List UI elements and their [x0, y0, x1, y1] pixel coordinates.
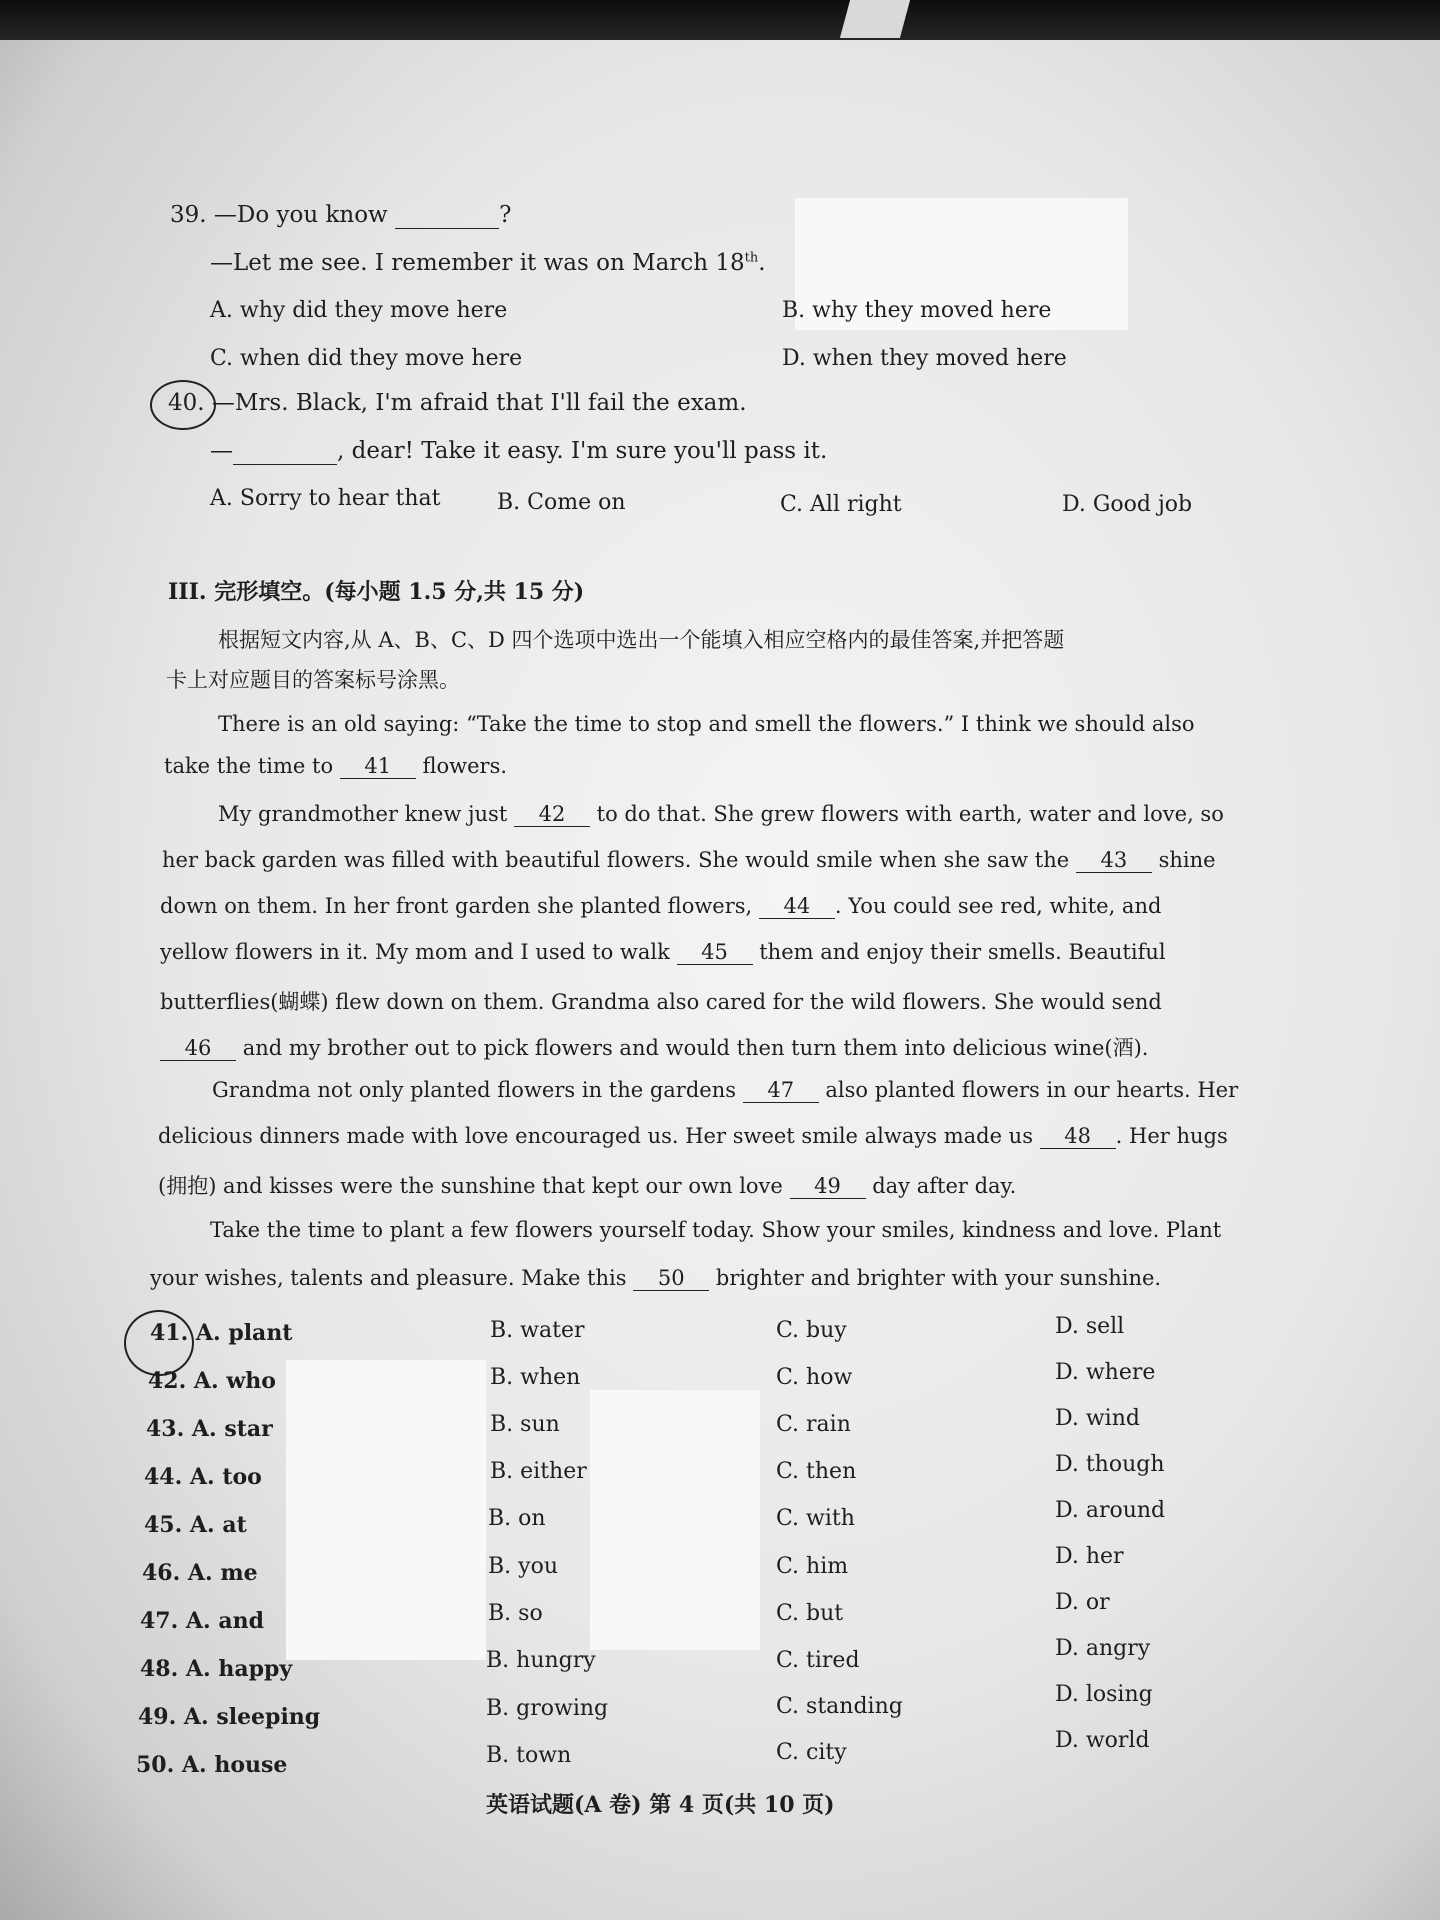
option-row-d: D. her — [1055, 1544, 1124, 1569]
photo-background-tab — [840, 0, 910, 38]
option-row-d: D. angry — [1055, 1636, 1151, 1661]
option-row-b: B. when — [490, 1365, 581, 1390]
passage-text: . You could see red, white, and — [834, 894, 1162, 918]
option-row-b: B. on — [488, 1506, 546, 1531]
section-3-instruction-line2: 卡上对应题目的答案标号涂黑。 — [166, 668, 460, 692]
passage-text: My grandmother knew just — [218, 802, 508, 826]
blank-45: 45 — [677, 940, 753, 965]
option-row-d: D. though — [1055, 1452, 1165, 1477]
question-39-option-d: D. when they moved here — [782, 346, 1067, 371]
response-dash: — — [210, 438, 233, 464]
passage-text: delicious dinners made with love encouraged us. Her sweet smile always made us — [158, 1124, 1033, 1148]
option-row-d: D. around — [1055, 1498, 1166, 1523]
question-40-option-b: B. Come on — [497, 490, 626, 515]
option-row-c: C. how — [776, 1365, 853, 1390]
passage-text: . Her hugs — [1115, 1124, 1228, 1148]
exam-page — [0, 40, 1440, 1920]
option-row-a: 50. A. house — [136, 1752, 288, 1778]
option-row-d: D. or — [1055, 1590, 1110, 1615]
response-text: , dear! Take it easy. I'm sure you'll pass it. — [337, 438, 828, 464]
blank-49: 49 — [790, 1174, 866, 1199]
answer-blank — [233, 438, 337, 465]
passage-line-2 — [164, 754, 507, 779]
option-row-a: 48. A. happy — [140, 1656, 293, 1682]
option-row-c: C. rain — [776, 1412, 851, 1437]
response-end: . — [758, 250, 766, 276]
question-text: ? — [499, 202, 512, 228]
passage-line-5 — [160, 894, 1161, 919]
question-40-stem — [168, 390, 747, 416]
blank-42: 42 — [514, 802, 590, 827]
blank-41: 41 — [340, 754, 416, 779]
passage-line-4 — [162, 848, 1216, 873]
passage-line-8 — [160, 1032, 1148, 1062]
blank-48: 48 — [1040, 1124, 1116, 1149]
question-39-option-c: C. when did they move here — [210, 346, 523, 371]
question-number: 40. — [168, 390, 205, 416]
option-row-c: C. with — [776, 1506, 855, 1531]
passage-text: day after day. — [872, 1174, 1017, 1198]
question-39-option-b: B. why they moved here — [782, 298, 1052, 323]
question-40-option-a: A. Sorry to hear that — [210, 486, 441, 511]
section-3-title: III. 完形填空。(每小题 1.5 分,共 15 分) — [168, 579, 585, 605]
passage-line-10 — [158, 1124, 1228, 1149]
passage-text: (拥抱) and kisses were the sunshine that kept our own love — [158, 1174, 783, 1198]
passage-text: take the time to — [164, 754, 334, 778]
option-row-d: D. world — [1055, 1728, 1150, 1753]
option-row-b: B. town — [486, 1743, 572, 1768]
option-row-b: B. either — [490, 1459, 587, 1484]
question-39-option-a: A. why did they move here — [210, 298, 508, 323]
option-row-a: 47. A. and — [140, 1608, 264, 1634]
option-row-c: C. him — [776, 1554, 849, 1579]
option-row-b: B. hungry — [486, 1648, 596, 1673]
question-text: —Mrs. Black, I'm afraid that I'll fail the exam. — [211, 390, 747, 416]
section-3-instruction-line1: 根据短文内容,从 A、B、C、D 四个选项中选出一个能填入相应空格内的最佳答案,并把答题 — [218, 628, 1065, 652]
page-footer: 英语试题(A 卷) 第 4 页(共 10 页) — [486, 1792, 835, 1818]
passage-text: Grandma not only planted flowers in the gardens — [212, 1078, 737, 1102]
passage-text: and my brother out to pick flowers and would then turn them into delicious wine(酒). — [242, 1036, 1149, 1060]
option-row-c: C. tired — [776, 1648, 860, 1673]
passage-text: to do that. She grew flowers with earth, water and love, so — [596, 802, 1224, 826]
option-row-b: B. sun — [490, 1412, 560, 1437]
option-row-a: 43. A. star — [146, 1416, 273, 1442]
superscript: th — [744, 250, 759, 266]
passage-text: them and enjoy their smells. Beautiful — [759, 940, 1166, 964]
question-40-response — [210, 438, 827, 465]
option-row-a: 45. A. at — [144, 1512, 247, 1538]
option-row-a: 41. A. plant — [150, 1320, 293, 1346]
redaction-box-center — [590, 1390, 760, 1650]
option-row-a: 46. A. me — [142, 1560, 258, 1586]
passage-line-7: butterflies(蝴蝶) flew down on them. Grandma also cared for the wild flowers. She would send — [160, 990, 1162, 1014]
question-39-response — [210, 250, 766, 276]
redaction-box-left — [286, 1360, 486, 1660]
option-row-c: C. buy — [776, 1318, 847, 1343]
question-40-option-d: D. Good job — [1062, 492, 1193, 517]
passage-text: brighter and brighter with your sunshine. — [715, 1266, 1162, 1290]
passage-line-3 — [218, 802, 1224, 827]
question-text: —Do you know — [213, 202, 388, 228]
passage-text: flowers. — [422, 754, 508, 778]
blank-43: 43 — [1076, 848, 1152, 873]
option-row-b: B. growing — [486, 1696, 609, 1721]
option-row-b: B. so — [488, 1601, 543, 1626]
blank-46: 46 — [160, 1036, 236, 1061]
blank-50: 50 — [633, 1266, 709, 1291]
option-row-c: C. then — [776, 1459, 857, 1484]
passage-text: her back garden was filled with beautiful flowers. She would smile when she saw the — [162, 848, 1070, 872]
option-row-b: B. you — [488, 1554, 558, 1579]
option-row-c: C. standing — [776, 1694, 903, 1719]
answer-blank — [395, 202, 499, 229]
question-number: 39. — [170, 202, 207, 228]
response-text: —Let me see. I remember it was on March 18 — [210, 250, 745, 276]
option-row-d: D. sell — [1055, 1314, 1125, 1339]
blank-47: 47 — [743, 1078, 819, 1103]
passage-line-12: Take the time to plant a few flowers yourself today. Show your smiles, kindness and love. Plant — [210, 1218, 1222, 1242]
question-39-stem — [170, 202, 511, 229]
option-row-a: 42. A. who — [148, 1368, 276, 1394]
passage-text: yellow flowers in it. My mom and I used to walk — [160, 940, 670, 964]
passage-line-6 — [160, 940, 1166, 965]
option-row-d: D. losing — [1055, 1682, 1153, 1707]
passage-text: down on them. In her front garden she planted flowers, — [160, 894, 753, 918]
passage-line-13 — [150, 1266, 1161, 1291]
option-row-a: 44. A. too — [144, 1464, 262, 1490]
option-row-d: D. where — [1055, 1360, 1156, 1385]
passage-text: also planted flowers in our hearts. Her — [825, 1078, 1239, 1102]
option-row-a: 49. A. sleeping — [138, 1704, 321, 1730]
option-row-b: B. water — [490, 1318, 585, 1343]
option-row-c: C. but — [776, 1601, 844, 1626]
option-row-d: D. wind — [1055, 1406, 1140, 1431]
blank-44: 44 — [759, 894, 835, 919]
passage-line-11 — [158, 1170, 1016, 1200]
passage-line-1: There is an old saying: “Take the time to stop and smell the flowers.” I think we should also — [218, 712, 1195, 736]
option-row-c: C. city — [776, 1740, 847, 1765]
passage-text: your wishes, talents and pleasure. Make this — [150, 1266, 627, 1290]
passage-text: shine — [1158, 848, 1216, 872]
question-40-option-c: C. All right — [780, 492, 902, 517]
passage-line-9 — [212, 1078, 1238, 1103]
